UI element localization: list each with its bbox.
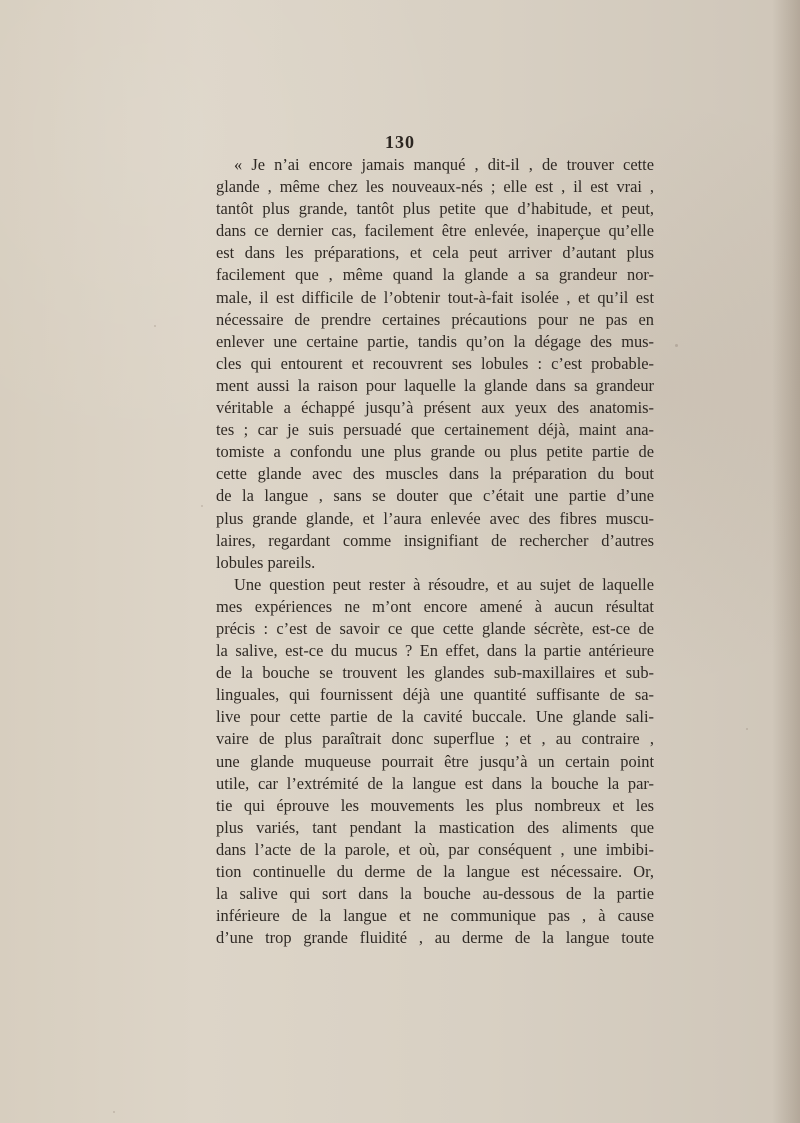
text-line: live pour cette partie de la cavité buccale. Une glande sali- — [216, 707, 654, 727]
text-line: mes expériences ne m’ont encore amené à aucun résultat — [216, 596, 654, 616]
text-line: enlever une certaine partie, tandis qu’on la dégage des mus- — [216, 331, 654, 351]
text-line: ment aussi la raison pour laquelle la glande dans sa grandeur — [216, 375, 654, 395]
text-line: utile, car l’extrémité de la langue est dans la bouche la par- — [216, 773, 654, 793]
text-line: la salive qui sort dans la bouche au-dessous de la partie — [216, 884, 654, 904]
text-line: cles qui entourent et recouvrent ses lobules : c’est probable- — [216, 353, 654, 373]
text-line: tion continuelle du derme de la langue est nécessaire. Or, — [216, 862, 654, 881]
text-line: laires, regardant comme insignifiant de rechercher d’autres — [216, 530, 654, 550]
page-number: 130 — [385, 132, 415, 152]
text-line: de la langue , sans se douter que c’était une partie d’une — [216, 486, 654, 506]
text-line: cette glande avec des muscles dans la préparation du bout — [216, 464, 654, 484]
text-line: dans l’acte de la parole, et où, par conséquent , une imbibi- — [216, 839, 654, 859]
paper-speck — [746, 728, 748, 730]
text-line: « Je n’ai encore jamais manqué , dit-il , de trouver cette — [234, 155, 654, 174]
text-line: vaire de plus paraîtrait donc superflue ; et , au contraire , — [216, 729, 654, 749]
paragraph-1 — [216, 154, 654, 574]
paper-speck — [154, 325, 156, 327]
text-line: facilement que , même quand la glande a sa grandeur nor- — [216, 265, 654, 285]
text-line: tes ; car je suis persuadé que certainement déjà, maint ana- — [216, 420, 654, 440]
text-line: nécessaire de prendre certaines précautions pour ne pas en — [216, 309, 654, 329]
text-line: linguales, qui fournissent déjà une quantité suffisante de sa- — [216, 685, 654, 705]
page-text-block — [216, 154, 654, 949]
text-line: male, il est difficile de l’obtenir tout-à-fait isolée , et qu’il est — [216, 287, 654, 307]
text-line: plus variés, tant pendant la mastication des aliments que — [216, 817, 654, 837]
text-line: d’une trop grande fluidité , au derme de la langue toute — [216, 928, 654, 948]
text-line: la salive, est-ce du mucus ? En effet, dans la partie antérieure — [216, 641, 654, 661]
text-line: inférieure de la langue et ne communique pas , à cause — [216, 906, 654, 926]
paper-speck — [675, 344, 678, 347]
text-line: véritable a échappé jusqu’à présent aux yeux des anatomis- — [216, 398, 654, 418]
text-line: tie qui éprouve les mouvements les plus nombreux et les — [216, 795, 654, 815]
text-line: de la bouche se trouvent les glandes sub-maxillaires et sub- — [216, 663, 654, 683]
text-line: précis : c’est de savoir ce que cette glande sécrète, est-ce de — [216, 618, 654, 638]
text-line: une glande muqueuse pourrait être jusqu’à un certain point — [216, 751, 654, 771]
text-line: tantôt plus grande, tantôt plus petite que d’habitude, et peut, — [216, 199, 654, 219]
text-line: glande , même chez les nouveaux-nés ; elle est , il est vrai , — [216, 177, 654, 197]
paragraph-2 — [216, 574, 654, 950]
text-line: lobules pareils. — [216, 552, 316, 572]
text-line: est dans les préparations, et cela peut arriver d’autant plus — [216, 243, 654, 263]
text-line: tomiste a confondu une plus grande ou plus petite partie de — [216, 442, 654, 462]
paper-speck — [113, 1111, 115, 1113]
paper-speck — [201, 505, 203, 507]
text-line: plus grande glande, et l’aura enlevée avec des fibres muscu- — [216, 508, 654, 528]
text-line: dans ce dernier cas, facilement être enlevée, inaperçue qu’elle — [216, 221, 654, 241]
text-line: Une question peut rester à résoudre, et au sujet de laquelle — [234, 574, 654, 594]
